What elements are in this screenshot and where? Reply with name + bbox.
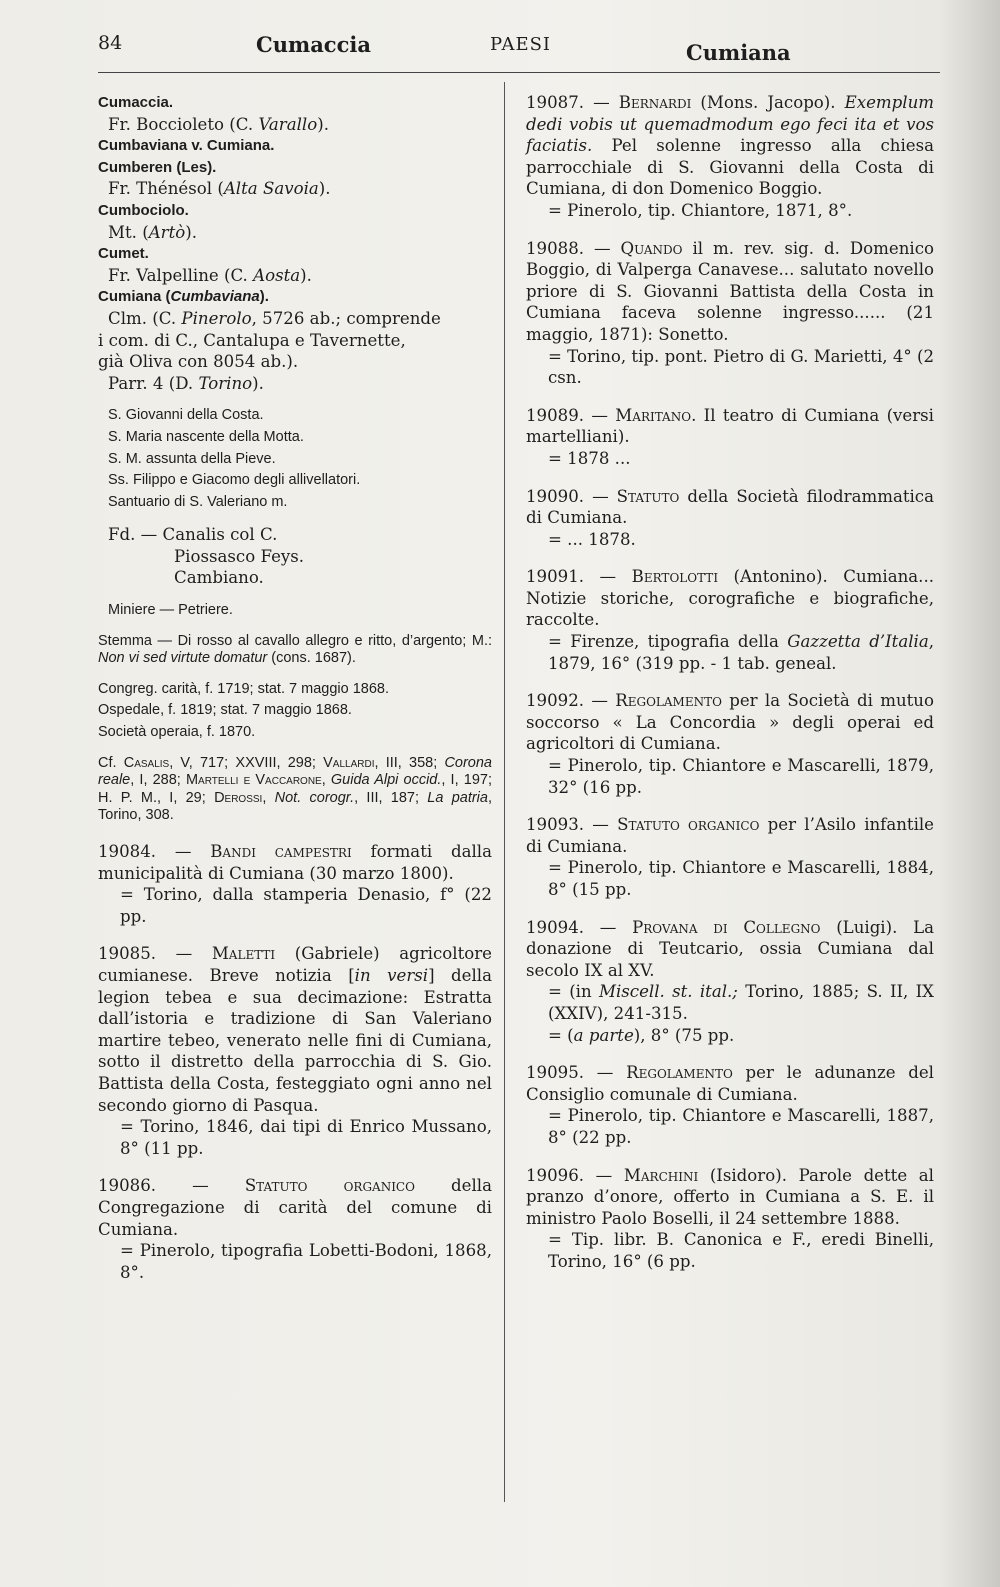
running-head-left: Cumaccia (256, 32, 371, 57)
headword: Cumbociolo. (98, 201, 189, 219)
entry-line: già Oliva con 8054 ab.). (98, 352, 299, 372)
page-header (98, 30, 938, 70)
imprint: = Tip. libr. B. Canonica e F., eredi Binelli, Torino, 16° (6 pp. (548, 1230, 934, 1271)
bib-entry-19085: 19085. — Maletti (Gabriele) agricoltore cumianese. Breve notizia [in versi] della legion tebea e sua decimazione: Estratta dall’istoria e tradizione di San Valeriano martire tebeo, venerato nelle fini di Cumiana, sotto il distretto della parrocchia di S. Gio. Battista della Costa, festeggiato ogni anno nel secondo giorno di Pasqua. (98, 944, 492, 1115)
headword: Cumaccia. (98, 94, 174, 111)
parish-item: S. Giovanni della Costa. (108, 407, 264, 424)
bib-entry-19093: 19093. — Statuto organico per l’Asilo infantile di Cumiana. (526, 815, 935, 856)
institution-line: Società operaia, f. 1870. (98, 724, 256, 741)
page-number: 84 (98, 32, 123, 54)
imprint: = (a parte), 8° (75 pp. (548, 1025, 735, 1045)
bib-entry-19086: 19086. — Statuto organico della Congregazione di carità del comune di Cumiana. (98, 1176, 492, 1239)
headword: Cumbaviana v. Cumiana. (98, 137, 275, 155)
right-column (526, 92, 934, 1273)
entry-line: Mt. (Artò). (108, 222, 198, 242)
entry-line: Fr. Valpelline (C. Aosta). (108, 265, 312, 285)
imprint: = Torino, dalla stamperia Denasio, f° (22 pp. (120, 885, 492, 926)
entry-line: Fr. Boccioleto (C. Varallo). (108, 114, 329, 134)
bib-entry-19094: 19094. — Provana di Collegno (Luigi). La donazione di Teutcario, ossia Cumiana dal secolo IX al XV. (526, 917, 934, 980)
headword: Cumiana (Cumbaviana). (98, 288, 269, 306)
entry-line: Parr. 4 (D. Torino). (108, 373, 264, 393)
bib-entry-19090: 19090. — Statuto della Società filodrammatica di Cumiana. (526, 486, 934, 528)
headword: Cumet. (98, 245, 149, 263)
institution-line: Ospedale, f. 1819; stat. 7 maggio 1868. (98, 702, 352, 719)
parish-item: Ss. Filippo e Giacomo degli allivellatori. (108, 472, 361, 489)
fd-line: Piossasco Feys. (174, 546, 305, 566)
fd-line: Cambiano. (174, 568, 264, 588)
imprint: = Pinerolo, tipografia Lobetti-Bodoni, 1868, 8°. (120, 1241, 492, 1282)
imprint: = Pinerolo, tip. Chiantore e Mascarelli, 1887, 8° (22 pp. (548, 1106, 934, 1147)
bib-entry-19087: 19087. — Bernardi (Mons. Jacopo). Exemplum dedi vobis ut quemadmodum ego feci ita et vos faciatis. Pel solenne ingresso alla chiesa parrocchiale di S. Giovanni della Costa di Cumiana, di don Domenico Boggio. (526, 93, 934, 199)
bib-entry-19088: 19088. — Quando il m. rev. sig. d. Domenico Boggio, di Valperga Canavese... salutato novello priore di S. Giovanni Battista della Costa in Cumiana faceva solenne ingresso...... (21 maggio, 1871): Sonetto. (526, 238, 934, 344)
bib-entry-19084: 19084. — Bandi campestri formati dalla municipalità di Cumiana (30 marzo 1800). (98, 842, 492, 883)
running-head-center: PAESI (490, 34, 552, 55)
parish-item: S. M. assunta della Pieve. (108, 450, 276, 467)
imprint: = (in Miscell. st. ital.; Torino, 1885; S. II, IX (XXIV), 241-315. (548, 982, 934, 1023)
entry-line: Clm. (C. Pinerolo, 5726 ab.; comprende (108, 308, 441, 328)
imprint: = Firenze, tipografia della Gazzetta d’Italia, 1879, 16° (319 pp. - 1 tab. geneal. (548, 632, 935, 673)
bib-entry-19091: 19091. — Bertolotti (Antonino). Cumiana... Notizie storiche, corografiche e biografiche, raccolte. (526, 567, 934, 630)
fd-line: Fd. — Canalis col C. (108, 525, 278, 545)
imprint: = Torino, 1846, dai tipi di Enrico Mussano, 8° (11 pp. (120, 1117, 492, 1158)
entry-line: Fr. Thénésol (Alta Savoia). (108, 179, 331, 199)
references: Cf. Casalis, V, 717; XXVIII, 298; Vallardi, III, 358; Corona reale, I, 288; Martelli e Vaccarone, Guida Alpi occid., I, 197; H. P. M., I, 29; Derossi, Not. corogr., III, 187; La patria, Torino, 308. (98, 754, 493, 824)
imprint: = Pinerolo, tip. Chiantore e Mascarelli, 1879, 32° (16 pp. (548, 756, 934, 797)
headword: Cumberen (Les). (98, 158, 217, 176)
mines-line: Miniere — Petriere. (108, 602, 233, 619)
imprint: = 1878 ... (548, 448, 631, 468)
header-rule (98, 72, 940, 73)
column-divider (504, 82, 505, 1502)
bib-entry-19089: 19089. — Maritano. Il teatro di Cumiana (versi martelliani). (526, 405, 934, 447)
entry-line: i com. di C., Cantalupa e Tavernette, (98, 330, 406, 350)
running-head-right: Cumiana (686, 40, 791, 65)
imprint: = ... 1878. (548, 529, 636, 549)
imprint: = Torino, tip. pont. Pietro di G. Marietti, 4° (2 csn. (548, 346, 934, 388)
institution-line: Congreg. carità, f. 1719; stat. 7 maggio 1868. (98, 680, 389, 697)
bib-entry-19095: 19095. — Regolamento per le adunanze del Consiglio comunale di Cumiana. (526, 1063, 934, 1104)
parish-item: Santuario di S. Valeriano m. (108, 493, 288, 510)
imprint: = Pinerolo, tip. Chiantore, 1871, 8°. (548, 200, 853, 220)
coat-of-arms-note: Stemma — Di rosso al cavallo allegro e ritto, d’argento; M.: Non vi sed virtute domatur (cons. 1687). (98, 632, 492, 667)
bib-entry-19096: 19096. — Marchini (Isidoro). Parole dette al pranzo d’onore, offerto in Cumiana a S. E. il ministro Paolo Boselli, il 24 settembre 1888. (526, 1165, 934, 1228)
bib-entry-19092: 19092. — Regolamento per la Società di mutuo soccorso « La Concordia » degli operai ed agricoltori di Cumiana. (526, 691, 934, 754)
left-column (98, 92, 492, 1283)
imprint: = Pinerolo, tip. Chiantore e Mascarelli, 1884, 8° (15 pp. (548, 858, 934, 899)
parish-item: S. Maria nascente della Motta. (108, 428, 304, 445)
